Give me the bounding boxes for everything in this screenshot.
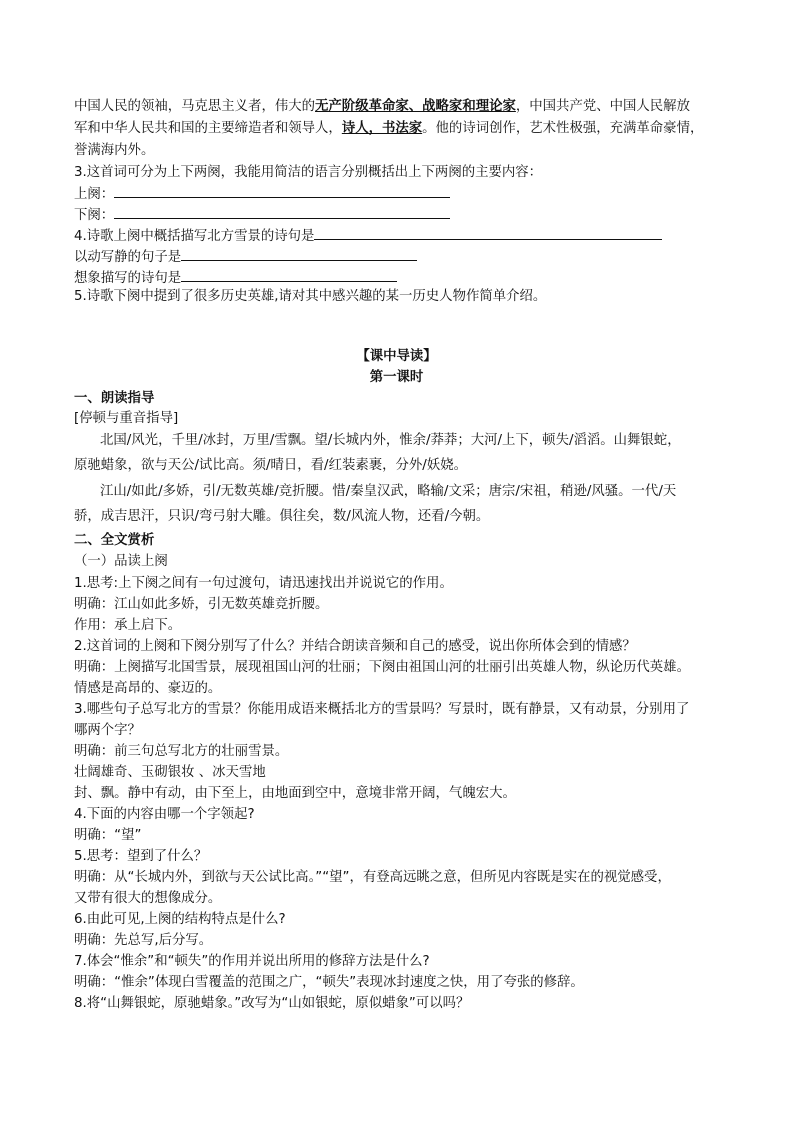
analysis-line: 封、飘。静中有动，由下至上，由地面到空中，意境非常开阔，气魄宏大。 <box>74 786 516 801</box>
answer-blank[interactable] <box>314 225 662 240</box>
analysis-line: 4.下面的内容由哪一个字领起? <box>74 807 255 822</box>
analysis-line: 明确：上阕描写北国雪景，展现祖国山河的壮丽；下阕由祖国山河的壮丽引出英雄人物，纵论历代英雄。 <box>74 660 690 675</box>
intro-line-3: 誉满海内外。 <box>74 143 155 158</box>
question-3: 3.这首词可分为上下两阕，我能用简洁的语言分别概括出上下两阕的主要内容： <box>74 165 543 180</box>
question-4-b-text: 以动写静的句子是 <box>74 250 182 265</box>
analysis-line: 哪两个字？ <box>74 723 141 738</box>
analysis-line: 明确：前三句总写北方的壮丽雪景。 <box>74 744 289 759</box>
lower-label: 下阕： <box>74 208 115 223</box>
analysis-line: 7.体会“惟余”和“顿失”的作用并说出所用的修辞方法是什么? <box>74 954 430 969</box>
analysis-line: 8.将“山舞银蛇，原驰蜡象。”改写为“山如银蛇，原似蜡象”可以吗？ <box>74 996 470 1011</box>
intro-line-1 <box>74 96 690 118</box>
question-4-b <box>74 246 417 269</box>
section-subtitle: 第一课时 <box>369 370 424 385</box>
analysis-line: 又带有很大的想像成分。 <box>74 891 222 906</box>
answer-blank[interactable] <box>181 246 417 261</box>
analysis-line: 情感是高昂的、豪迈的。 <box>74 681 222 696</box>
reading-heading: 一、朗读指导 <box>74 391 155 406</box>
analysis-subheading: （一）品读上阕 <box>74 554 168 569</box>
intro-emphasis: 无产阶级革命家、战略家和理论家 <box>315 99 516 114</box>
intro-text: 。他的诗词创作，艺术性极强，充满革命豪情， <box>422 121 704 136</box>
intro-text: 中国人民的领袖，马克思主义者，伟大的 <box>74 99 316 114</box>
question-4-c-text: 想象描写的诗句是 <box>74 271 182 286</box>
section-title: 【课中导读】 <box>356 349 437 364</box>
poem-line: 原驰蜡象，欲与天公/试比高。须/晴日，看/红装素裹，分外/妖娆。 <box>74 458 467 473</box>
analysis-line: 明确：“惟余”体现白雪覆盖的范围之广，“顿失”表现冰封速度之快，用了夸张的修辞。 <box>74 975 584 990</box>
analysis-line: 明确：先总写,后分写。 <box>74 933 213 948</box>
reading-note: [停顿与重音指导] <box>74 411 179 426</box>
intro-text: 军和中华人民共和国的主要缔造者和领导人， <box>74 121 342 136</box>
intro-line-2 <box>74 118 703 140</box>
answer-blank[interactable] <box>114 183 450 198</box>
analysis-line: 2.这首词的上阕和下阕分别写了什么？并结合朗读音频和自己的感受，说出你所体会到的情感？ <box>74 639 636 654</box>
question-4 <box>74 225 662 248</box>
question-4-text: 4.诗歌上阕中概括描写北方雪景的诗句是 <box>74 229 315 244</box>
analysis-heading: 二、全文赏析 <box>74 533 155 548</box>
analysis-line: 6.由此可见,上阕的结构特点是什么? <box>74 912 286 927</box>
analysis-line: 5.思考：望到了什么？ <box>74 849 208 864</box>
analysis-line: 明确：从“长城内外，到欲与天公试比高。”“望”，有登高远眺之意，但所见内容既是实在的视觉感受， <box>74 870 671 885</box>
poem-line: 骄，成吉思汗，只识/弯弓射大雕。俱往矣，数/风流人物，还看/今朝。 <box>74 509 490 524</box>
poem-line: 北国/风光，千里/冰封，万里/雪飘。望/长城内外，惟余/莽莽；大河/上下，顿失/滔滔。山舞银蛇， <box>100 433 681 448</box>
analysis-line: 作用：承上启下。 <box>74 618 182 633</box>
lower-answer-line <box>74 204 450 227</box>
analysis-line: 3.哪些句子总写北方的雪景？你能用成语来概括北方的雪景吗？写景时，既有静景，又有动景，分别用了 <box>74 702 690 717</box>
analysis-line: 1.思考:上下阕之间有一句过渡句，请迅速找出并说说它的作用。 <box>74 576 453 591</box>
analysis-line: 明确：“望” <box>74 828 142 843</box>
question-5: 5.诗歌下阕中提到了很多历史英雄,请对其中感兴趣的某一历史人物作简单介绍。 <box>74 289 547 304</box>
answer-blank[interactable] <box>114 204 450 219</box>
intro-text: ，中国共产党、中国人民解放 <box>515 99 690 114</box>
intro-emphasis: 诗人，书法家 <box>341 121 423 136</box>
upper-answer-line <box>74 183 450 206</box>
analysis-line: 明确：江山如此多娇，引无数英雄竞折腰。 <box>74 597 329 612</box>
poem-line: 江山/如此/多娇，引/无数英雄/竞折腰。惜/秦皇汉武，略输/文采；唐宗/宋祖，稍逊/风骚。一代/天 <box>100 484 677 499</box>
analysis-line: 壮阔雄奇、玉砌银妆 、冰天雪地 <box>74 765 266 780</box>
answer-blank[interactable] <box>181 267 397 282</box>
upper-label: 上阕： <box>74 187 115 202</box>
